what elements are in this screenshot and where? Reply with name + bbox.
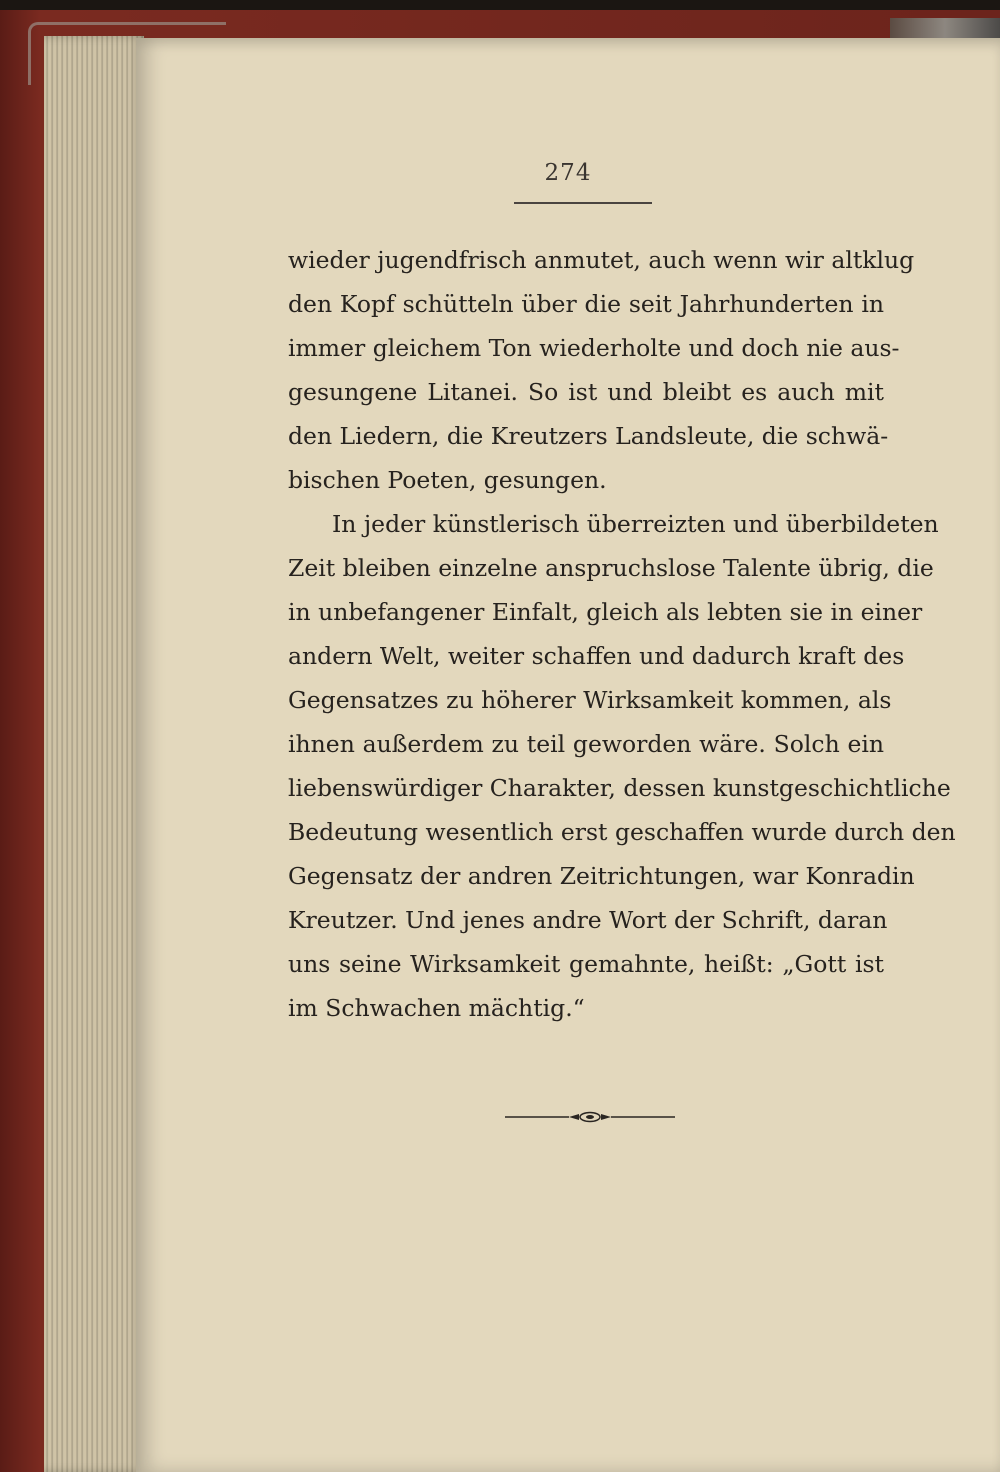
page-edges	[44, 36, 144, 1472]
text-line: Bedeutung wesentlich erst geschaffen wurde durch den	[288, 818, 956, 846]
text-line: andern Welt, weiter schaffen und dadurch kraft des	[288, 642, 905, 670]
text-line: Kreutzer. Und jenes andre Wort der Schrift, daran	[288, 906, 888, 934]
text-line: wieder jugendfrisch anmutet, auch wenn wir altklug	[288, 246, 915, 274]
text-line: immer gleichem Ton wiederholte und doch nie aus-	[288, 334, 900, 362]
text-line: ihnen außerdem zu teil geworden wäre. Solch ein	[288, 730, 884, 758]
page-number-rule	[514, 202, 652, 204]
end-ornament	[505, 1109, 675, 1125]
page-number: 274	[544, 160, 592, 186]
text-line: gesungene Litanei. So ist und bleibt es auch mit	[288, 378, 884, 406]
cover-edge	[890, 18, 1000, 38]
text-line: In jeder künstlerisch überreizten und überbildeten	[332, 510, 939, 538]
text-line: uns seine Wirksamkeit gemahnte, heißt: „Gott ist	[288, 950, 884, 978]
text-line: den Kopf schütteln über die seit Jahrhunderten in	[288, 290, 884, 318]
text-line: Gegensatz der andren Zeitrichtungen, war Konradin	[288, 862, 915, 890]
text-line: den Liedern, die Kreutzers Landsleute, die schwä-	[288, 422, 889, 450]
text-line: bischen Poeten, gesungen.	[288, 466, 607, 494]
text-line: in unbefangener Einfalt, gleich als lebten sie in einer	[288, 598, 923, 626]
text-line: Zeit bleiben einzelne anspruchslose Talente übrig, die	[288, 554, 934, 582]
text-line: Gegensatzes zu höherer Wirksamkeit kommen, als	[288, 686, 892, 714]
body-text	[288, 238, 956, 1030]
text-line: liebenswürdiger Charakter, dessen kunstgeschichtliche	[288, 774, 951, 802]
text-line: im Schwachen mächtig.“	[288, 994, 585, 1022]
